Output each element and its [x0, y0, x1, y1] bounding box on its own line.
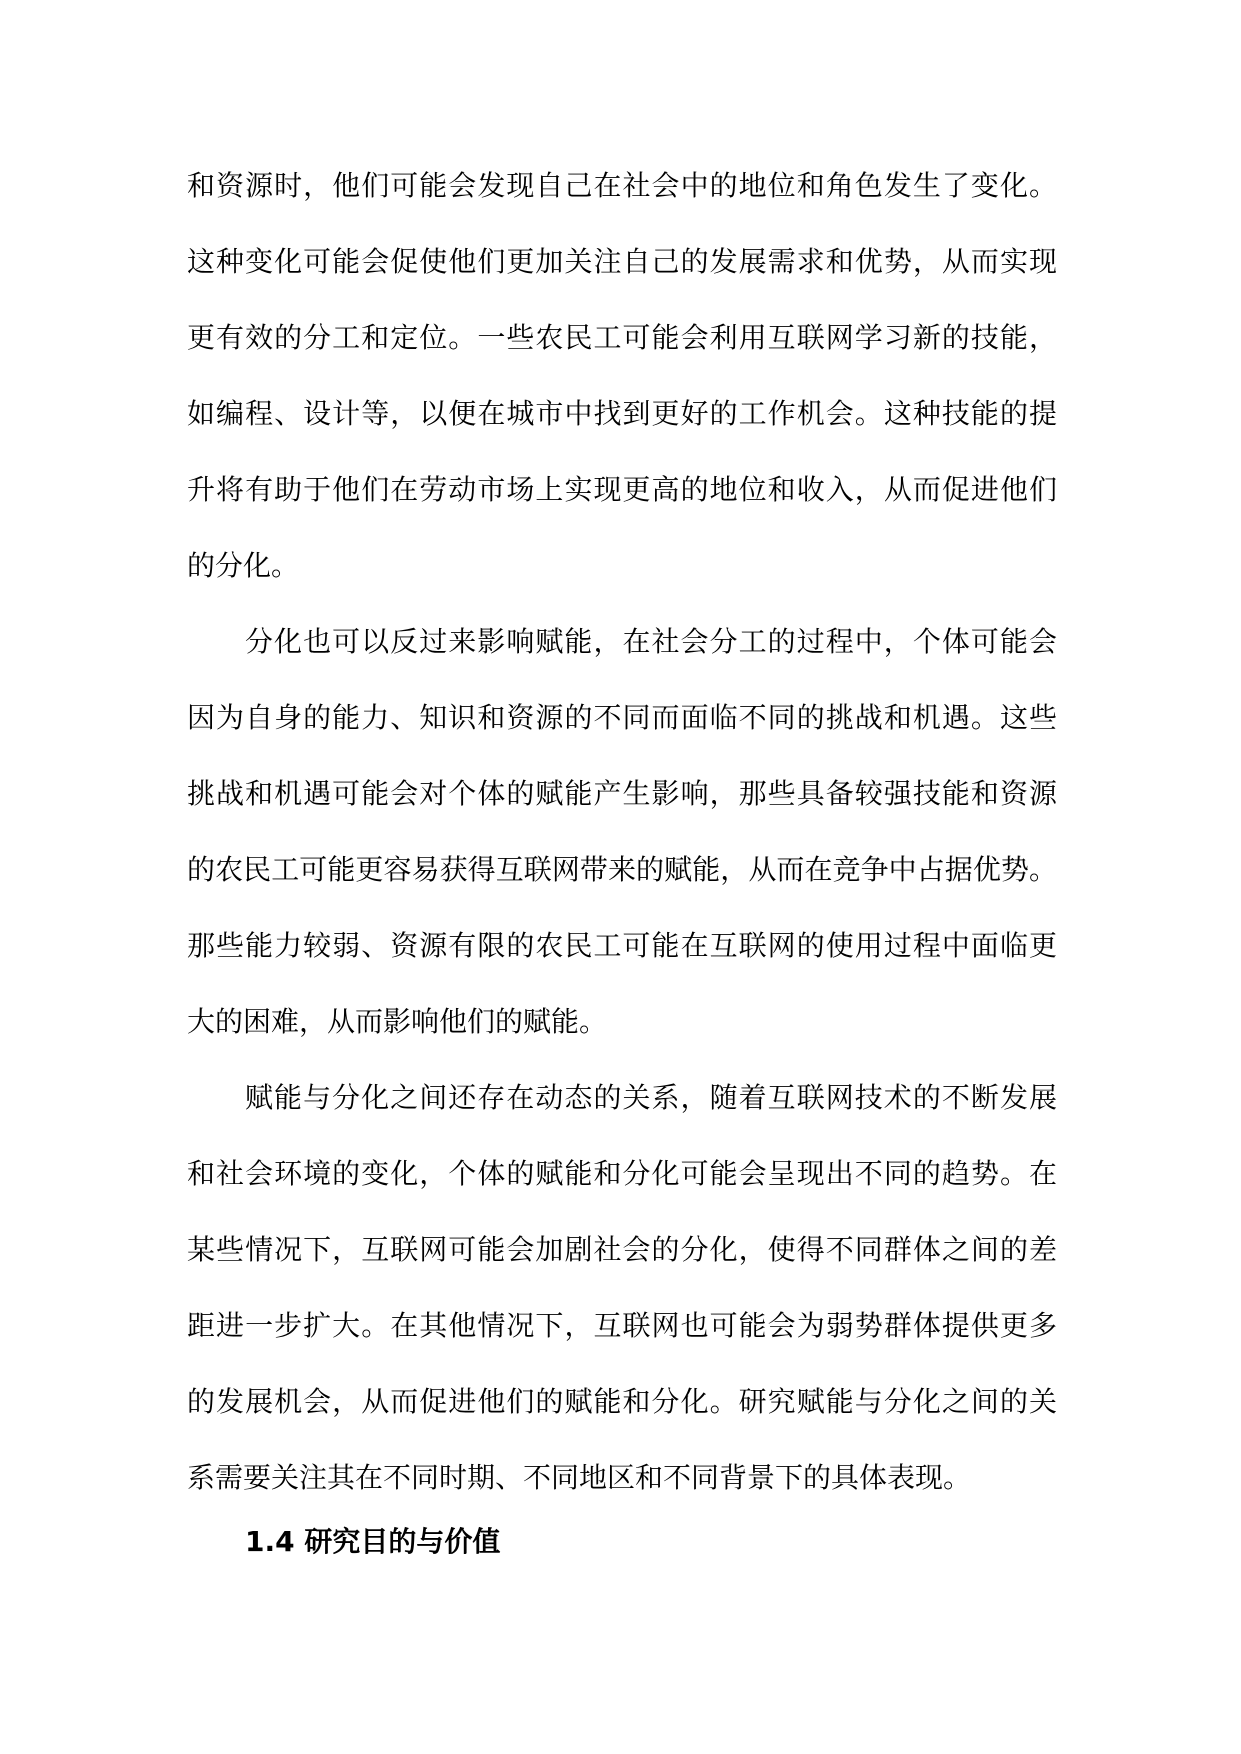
paragraph-1-line-5: 升将有助于他们在劳动市场上实现更高的地位和收入，从而促进他们 [187, 473, 1057, 506]
paragraph-2-line-1: 分化也可以反过来影响赋能，在社会分工的过程中，个体可能会 [245, 625, 1057, 658]
paragraph-1-line-3: 更有效的分工和定位。一些农民工可能会利用互联网学习新的技能， [187, 321, 1057, 354]
paragraph-1-line-6: 的分化。 [187, 549, 300, 582]
paragraph-2-line-5: 那些能力较弱、资源有限的农民工可能在互联网的使用过程中面临更 [187, 929, 1057, 962]
paragraph-3-line-4: 距进一步扩大。在其他情况下，互联网也可能会为弱势群体提供更多 [187, 1309, 1057, 1342]
paragraph-1-line-2: 这种变化可能会促使他们更加关注自己的发展需求和优势，从而实现 [187, 245, 1057, 278]
paragraph-1-line-1: 和资源时，他们可能会发现自己在社会中的地位和角色发生了变化。 [187, 169, 1057, 202]
section-heading: 1.4 研究目的与价值 [245, 1525, 501, 1558]
paragraph-3-line-1: 赋能与分化之间还存在动态的关系，随着互联网技术的不断发展 [245, 1081, 1057, 1114]
paragraph-2-line-4: 的农民工可能更容易获得互联网带来的赋能，从而在竞争中占据优势。 [187, 853, 1057, 886]
paragraph-3-line-3: 某些情况下，互联网可能会加剧社会的分化，使得不同群体之间的差 [187, 1233, 1057, 1266]
paragraph-3-line-6: 系需要关注其在不同时期、不同地区和不同背景下的具体表现。 [187, 1461, 972, 1494]
paragraph-2-line-3: 挑战和机遇可能会对个体的赋能产生影响，那些具备较强技能和资源 [187, 777, 1057, 810]
paragraph-2-line-6: 大的困难，从而影响他们的赋能。 [187, 1005, 608, 1038]
paragraph-3-line-5: 的发展机会，从而促进他们的赋能和分化。研究赋能与分化之间的关 [187, 1385, 1057, 1418]
paragraph-3-line-2: 和社会环境的变化，个体的赋能和分化可能会呈现出不同的趋势。在 [187, 1157, 1057, 1190]
body-text [187, 148, 1057, 1516]
paragraph-1-line-4: 如编程、设计等，以便在城市中找到更好的工作机会。这种技能的提 [187, 397, 1057, 430]
paragraph-2-line-2: 因为自身的能力、知识和资源的不同而面临不同的挑战和机遇。这些 [187, 701, 1057, 734]
